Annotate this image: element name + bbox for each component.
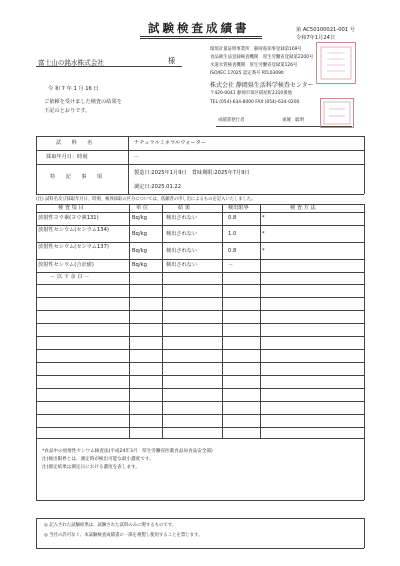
issue-date: 令和7年1月24日: [296, 35, 336, 41]
sample-note: (注) 試料名及び採取年月日、時刻、検体採取の区分については、依頼者の申し出によるものを記入いたしました。: [36, 197, 256, 202]
row-unit: Bq/kg: [132, 231, 147, 237]
results-header-line: [36, 212, 364, 213]
header-result: 結 果: [178, 205, 191, 211]
row-line-3: [36, 259, 364, 260]
registration-1: 環境計量証明事業所 静岡県知事登録第169号: [210, 47, 302, 52]
note-measurement: 注)測定結果は測定日における濃度を表します。: [42, 465, 140, 470]
results-table-left: [36, 204, 37, 500]
empty-row-line: [36, 349, 364, 350]
row-item: 放射性セシウム(セシウム137): [38, 244, 109, 250]
empty-row-line: [36, 323, 364, 324]
row-method: *: [262, 231, 265, 237]
registration-3: 水道水質検査機関 厚生労働省登録第126号: [210, 63, 298, 68]
results-table-right: [364, 204, 365, 500]
row-unit: Bq/kg: [132, 262, 147, 268]
client-underline: [36, 66, 182, 67]
empty-row-line: [36, 414, 364, 415]
info-label-remarks: 特 記 事 項: [50, 174, 102, 180]
row-result: 検出されない: [166, 248, 198, 254]
company-seal-stamp: [316, 42, 356, 84]
empty-row-line: [36, 375, 364, 376]
footer-note-2: ◎ 当社の許可なく、本試験検査成績書の一部を複製し使用することを禁じます。: [44, 533, 203, 538]
results-table-bottom: [36, 500, 364, 501]
request-date: 令 和 7 年 1 月 16 日: [48, 86, 99, 92]
lab-name: 株式会社 静岡県生活科学検査センター: [210, 82, 314, 89]
request-line-1: ご依頼を受けました検査の結果を: [44, 99, 122, 105]
header-limit: 検出限界: [228, 205, 249, 211]
info-row-line-1: [36, 150, 364, 151]
info-table-top: [36, 136, 364, 137]
row-limit: 0.8: [228, 248, 237, 254]
row-item: 放射性ヨウ素(ヨウ素131): [38, 215, 99, 221]
row-result: 検出されない: [166, 231, 198, 237]
client-name: 富士山の銘水株式会社: [38, 59, 104, 67]
info-row-line-2: [36, 164, 364, 165]
row-limit: 1.0: [228, 231, 237, 237]
empty-row-line: [36, 310, 364, 311]
end-of-table-marker: － 以 下 余 白 －: [50, 274, 90, 280]
note-detection-limit: 注)検出限界とは、測定時が検出可能な最小濃度です。: [42, 457, 154, 462]
info-table-right: [364, 136, 365, 194]
empty-row-line: [36, 336, 364, 337]
row-line-1: [36, 225, 364, 226]
row-line-4: [36, 272, 364, 273]
header-method: 検 査 方 法: [290, 205, 316, 211]
info-table-left: [36, 136, 37, 194]
row-unit: Bq/kg: [132, 215, 147, 221]
footer-box-right: [364, 518, 365, 548]
row-line-2: [36, 242, 364, 243]
footer-box-bottom: [36, 548, 364, 549]
note-method: *食品中の放射性セシウム検査法(平成24年3月 厚生労働省医薬食品局食品安全部): [42, 449, 213, 454]
row-method: *: [262, 215, 265, 221]
request-line-2: 下記のとおりです。: [44, 108, 91, 114]
registration-2: 食品衛生法登録検査機関 厚生労働省登録第2200号: [210, 55, 314, 60]
footer-box-left: [36, 518, 37, 548]
footer-note-1: ◎ 記入された試験結果は、試験された試料のみに関するものです。: [44, 523, 177, 528]
manager-name: 東城 聡明: [282, 118, 304, 123]
lab-phone: TEL (054)-634-8000 FAX (054)-634-0200: [210, 100, 300, 105]
registration-4: ISO/IEC 17025 認定番号 RTL03090: [210, 71, 284, 76]
manager-label: 成績書発行者: [218, 118, 245, 123]
row-item: 放射性セシウム(合計値): [38, 262, 94, 268]
document-title: 試験検査成績書: [148, 21, 250, 35]
info-label-date: 採取年月日：時刻: [46, 154, 88, 160]
row-limit: －: [228, 262, 234, 268]
title-underline-2: [140, 38, 262, 39]
row-unit: Bq/kg: [132, 248, 147, 254]
manager-seal-stamp: [320, 98, 354, 128]
row-item: 放射性セシウム(セシウム134): [38, 227, 109, 233]
info-value-sample: ナチュラルミネラルウォーター: [134, 140, 206, 146]
info-label-sample: 試 料 名: [56, 140, 93, 146]
info-value-date: －: [134, 154, 140, 160]
row-method: *: [262, 248, 265, 254]
col-divider-4: [260, 204, 261, 438]
empty-row-line: [36, 297, 364, 298]
client-honorific: 様: [168, 56, 176, 65]
col-divider-2: [162, 204, 163, 438]
empty-row-line: [36, 427, 364, 428]
header-item: 検 査 項 目: [58, 205, 84, 211]
info-value-remarks-2: 調定日:2025.01.22: [134, 184, 182, 190]
empty-row-line: [36, 388, 364, 389]
empty-row-line: [36, 284, 364, 285]
empty-row-line: [36, 401, 364, 402]
report-number: 第 AC50100021-001 号: [296, 27, 355, 33]
row-result: 検出されない: [166, 215, 198, 221]
row-result: 検出されない: [166, 262, 198, 268]
info-table-divider: [128, 136, 129, 194]
info-value-remarks: 製造日:2025年1月9日 賞味期限:2025年7月9日: [134, 170, 250, 176]
empty-row-line: [36, 362, 364, 363]
notes-separator: [36, 438, 364, 439]
info-table-bottom: [36, 194, 364, 195]
header-unit: 単 位: [136, 205, 149, 211]
row-limit: 0.8: [228, 215, 237, 221]
col-divider-3: [222, 204, 223, 438]
col-divider-1: [129, 204, 130, 438]
footer-box-top: [36, 518, 364, 519]
lab-address: 〒420-0041 静岡市葵区研屋町2310番地: [210, 91, 293, 96]
title-underline: [140, 36, 262, 37]
